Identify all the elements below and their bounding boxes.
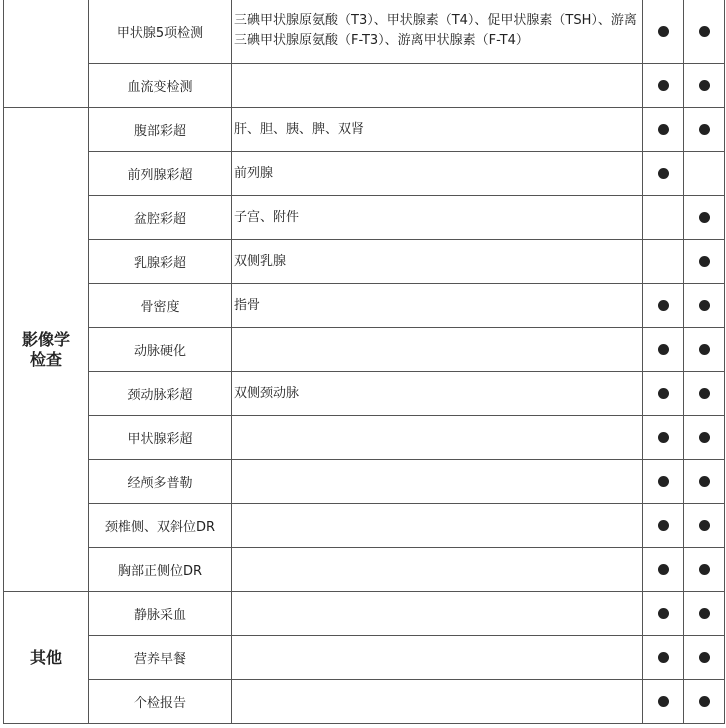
package-col1-cell bbox=[643, 240, 684, 284]
item-name-cell: 甲状腺彩超 bbox=[89, 416, 232, 460]
table-row bbox=[4, 328, 725, 372]
item-description-cell bbox=[232, 64, 643, 108]
table-row bbox=[4, 284, 725, 328]
item-name-cell: 盆腔彩超 bbox=[89, 196, 232, 240]
item-name-cell: 个检报告 bbox=[89, 680, 232, 724]
category-cell-imaging bbox=[4, 108, 89, 592]
package-col2-cell bbox=[684, 152, 725, 196]
item-description-cell: 前列腺 bbox=[232, 152, 643, 196]
included-dot-icon bbox=[699, 520, 710, 531]
package-col2-cell bbox=[684, 636, 725, 680]
included-dot-icon bbox=[699, 256, 710, 267]
item-description-cell: 指骨 bbox=[232, 284, 643, 328]
table-row bbox=[4, 504, 725, 548]
table-row bbox=[4, 460, 725, 504]
item-name-cell: 甲状腺5项检测 bbox=[89, 0, 232, 64]
table-row bbox=[4, 108, 725, 152]
table-row bbox=[4, 240, 725, 284]
item-description-cell: 三碘甲状腺原氨酸（T3）、甲状腺素（T4）、促甲状腺素（TSH）、游离三碘甲状腺原氨酸（F-T3）、游离甲状腺素（F-T4） bbox=[232, 0, 643, 64]
included-dot-icon bbox=[699, 26, 710, 37]
included-dot-icon bbox=[699, 608, 710, 619]
included-dot-icon bbox=[699, 432, 710, 443]
included-dot-icon bbox=[658, 344, 669, 355]
included-dot-icon bbox=[658, 432, 669, 443]
included-dot-icon bbox=[699, 476, 710, 487]
item-name-cell: 胸部正侧位DR bbox=[89, 548, 232, 592]
package-col2-cell bbox=[684, 548, 725, 592]
item-name-cell: 颈动脉彩超 bbox=[89, 372, 232, 416]
item-name-cell: 经颅多普勒 bbox=[89, 460, 232, 504]
item-name-cell: 乳腺彩超 bbox=[89, 240, 232, 284]
package-col1-cell bbox=[643, 460, 684, 504]
package-col1-cell bbox=[643, 504, 684, 548]
table-row bbox=[4, 372, 725, 416]
included-dot-icon bbox=[699, 344, 710, 355]
category-label-line2: 检查 bbox=[29, 349, 62, 369]
table-row bbox=[4, 592, 725, 636]
package-col2-cell bbox=[684, 680, 725, 724]
package-col1-cell bbox=[643, 0, 684, 64]
included-dot-icon bbox=[699, 388, 710, 399]
exam-package-table bbox=[3, 0, 725, 724]
item-name-cell: 血流变检测 bbox=[89, 64, 232, 108]
package-col1-cell bbox=[643, 416, 684, 460]
item-description-cell: 肝、胆、胰、脾、双肾 bbox=[232, 108, 643, 152]
included-dot-icon bbox=[658, 388, 669, 399]
package-col1-cell bbox=[643, 592, 684, 636]
item-description-cell bbox=[232, 460, 643, 504]
included-dot-icon bbox=[658, 696, 669, 707]
package-col1-cell bbox=[643, 548, 684, 592]
item-description-cell bbox=[232, 328, 643, 372]
item-name-cell: 骨密度 bbox=[89, 284, 232, 328]
included-dot-icon bbox=[658, 124, 669, 135]
package-col2-cell bbox=[684, 284, 725, 328]
item-name-cell: 静脉采血 bbox=[89, 592, 232, 636]
item-name-cell: 营养早餐 bbox=[89, 636, 232, 680]
included-dot-icon bbox=[658, 26, 669, 37]
package-col1-cell bbox=[643, 64, 684, 108]
item-description-cell bbox=[232, 636, 643, 680]
category-cell-other: 其他 bbox=[4, 592, 89, 724]
table-row bbox=[4, 196, 725, 240]
item-name-cell: 前列腺彩超 bbox=[89, 152, 232, 196]
included-dot-icon bbox=[658, 300, 669, 311]
item-description-cell bbox=[232, 504, 643, 548]
item-description-cell bbox=[232, 592, 643, 636]
table-row bbox=[4, 0, 725, 64]
package-col1-cell bbox=[643, 108, 684, 152]
item-description-cell: 双侧颈动脉 bbox=[232, 372, 643, 416]
item-description-cell bbox=[232, 680, 643, 724]
item-description-cell bbox=[232, 416, 643, 460]
category-label-line1: 影像学 bbox=[21, 329, 70, 349]
package-col2-cell bbox=[684, 416, 725, 460]
included-dot-icon bbox=[658, 476, 669, 487]
package-col2-cell bbox=[684, 108, 725, 152]
included-dot-icon bbox=[658, 80, 669, 91]
included-dot-icon bbox=[699, 300, 710, 311]
package-col2-cell bbox=[684, 196, 725, 240]
package-col2-cell bbox=[684, 328, 725, 372]
package-col1-cell bbox=[643, 680, 684, 724]
package-col1-cell bbox=[643, 636, 684, 680]
included-dot-icon bbox=[658, 608, 669, 619]
package-col1-cell bbox=[643, 372, 684, 416]
package-col2-cell bbox=[684, 460, 725, 504]
table-row bbox=[4, 152, 725, 196]
included-dot-icon bbox=[699, 696, 710, 707]
item-description-cell: 子宫、附件 bbox=[232, 196, 643, 240]
category-cell-empty bbox=[4, 0, 89, 108]
item-description-cell bbox=[232, 548, 643, 592]
package-col1-cell bbox=[643, 196, 684, 240]
included-dot-icon bbox=[699, 80, 710, 91]
table-row bbox=[4, 64, 725, 108]
included-dot-icon bbox=[699, 124, 710, 135]
table-row bbox=[4, 548, 725, 592]
item-name-cell: 动脉硬化 bbox=[89, 328, 232, 372]
package-col2-cell bbox=[684, 64, 725, 108]
included-dot-icon bbox=[699, 212, 710, 223]
package-col2-cell bbox=[684, 0, 725, 64]
package-col1-cell bbox=[643, 328, 684, 372]
package-col2-cell bbox=[684, 372, 725, 416]
included-dot-icon bbox=[658, 168, 669, 179]
included-dot-icon bbox=[699, 652, 710, 663]
included-dot-icon bbox=[658, 564, 669, 575]
table-row bbox=[4, 636, 725, 680]
included-dot-icon bbox=[658, 520, 669, 531]
included-dot-icon bbox=[658, 652, 669, 663]
item-description-cell: 双侧乳腺 bbox=[232, 240, 643, 284]
package-col2-cell bbox=[684, 592, 725, 636]
package-col2-cell bbox=[684, 504, 725, 548]
package-col1-cell bbox=[643, 284, 684, 328]
package-col1-cell bbox=[643, 152, 684, 196]
table-row bbox=[4, 416, 725, 460]
included-dot-icon bbox=[699, 564, 710, 575]
package-col2-cell bbox=[684, 240, 725, 284]
item-name-cell: 腹部彩超 bbox=[89, 108, 232, 152]
table-row bbox=[4, 680, 725, 724]
item-name-cell: 颈椎侧、双斜位DR bbox=[89, 504, 232, 548]
